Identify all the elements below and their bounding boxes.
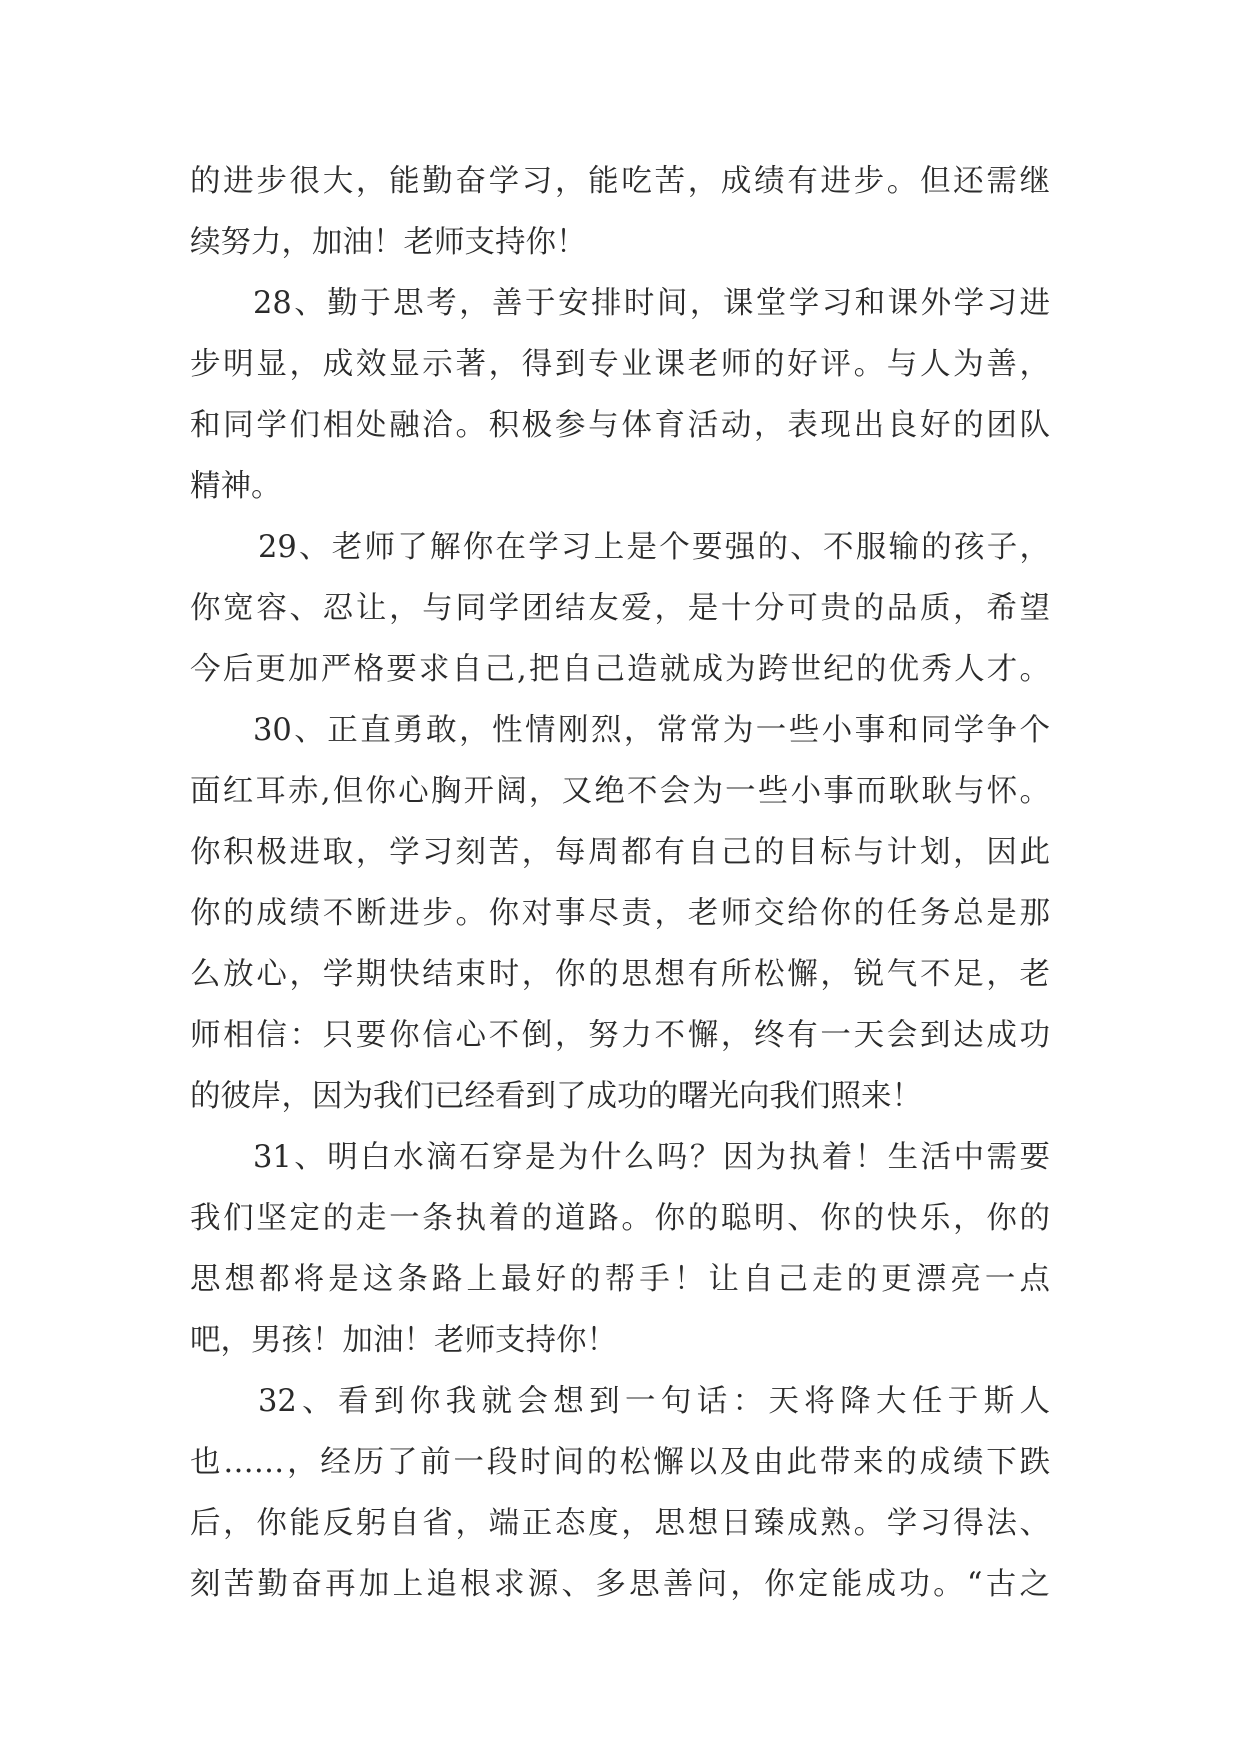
text-line: 后，你能反躬自省，端正态度，思想日臻成熟。学习得法、 <box>190 1506 1050 1541</box>
text-line: 今后更加严格要求自己,把自己造就成为跨世纪的优秀人才。 <box>190 652 1050 687</box>
text-line: 师相信：只要你信心不倒，努力不懈，终有一天会到达成功 <box>190 1018 1050 1053</box>
paragraph-start-line: 29、老师了解你在学习上是个要强的、不服输的孩子， <box>258 530 1050 565</box>
text-line: 你积极进取，学习刻苦，每周都有自己的目标与计划，因此 <box>190 835 1050 870</box>
text-line: 么放心，学期快结束时，你的思想有所松懈，锐气不足，老 <box>190 957 1050 992</box>
paragraph-start-line: 31、明白水滴石穿是为什么吗？因为执着！生活中需要 <box>253 1140 1050 1175</box>
paragraph-start-line: 28、勤于思考，善于安排时间，课堂学习和课外学习进 <box>253 286 1050 321</box>
text-line: 我们坚定的走一条执着的道路。你的聪明、你的快乐，你的 <box>190 1201 1050 1236</box>
text-line: 的进步很大，能勤奋学习，能吃苦，成绩有进步。但还需继 <box>190 164 1050 199</box>
paragraph-start-line: 32、看到你我就会想到一句话：天将降大任于斯人 <box>258 1384 1050 1419</box>
text-line: 你的成绩不断进步。你对事尽责，老师交给你的任务总是那 <box>190 896 1050 931</box>
text-line: 续努力，加油！老师支持你！ <box>190 225 587 260</box>
text-line: 你宽容、忍让，与同学团结友爱，是十分可贵的品质，希望 <box>190 591 1050 626</box>
text-line: 面红耳赤,但你心胸开阔，又绝不会为一些小事而耿耿与怀。 <box>190 774 1050 809</box>
text-line: 和同学们相处融洽。积极参与体育活动，表现出良好的团队 <box>190 408 1050 443</box>
text-line: 思想都将是这条路上最好的帮手！让自己走的更漂亮一点 <box>190 1262 1050 1297</box>
text-line: 的彼岸，因为我们已经看到了成功的曙光向我们照来！ <box>190 1079 922 1114</box>
text-line: 也……，经历了前一段时间的松懈以及由此带来的成绩下跌 <box>190 1445 1050 1480</box>
text-line: 吧，男孩！加油！老师支持你！ <box>190 1323 617 1358</box>
paragraph-start-line: 30、正直勇敢，性情刚烈，常常为一些小事和同学争个 <box>253 713 1050 748</box>
text-line: 刻苦勤奋再加上追根求源、多思善问，你定能成功。“古之 <box>190 1567 1050 1602</box>
text-line: 精神。 <box>190 469 282 504</box>
text-line: 步明显，成效显示著，得到专业课老师的好评。与人为善， <box>190 347 1050 382</box>
